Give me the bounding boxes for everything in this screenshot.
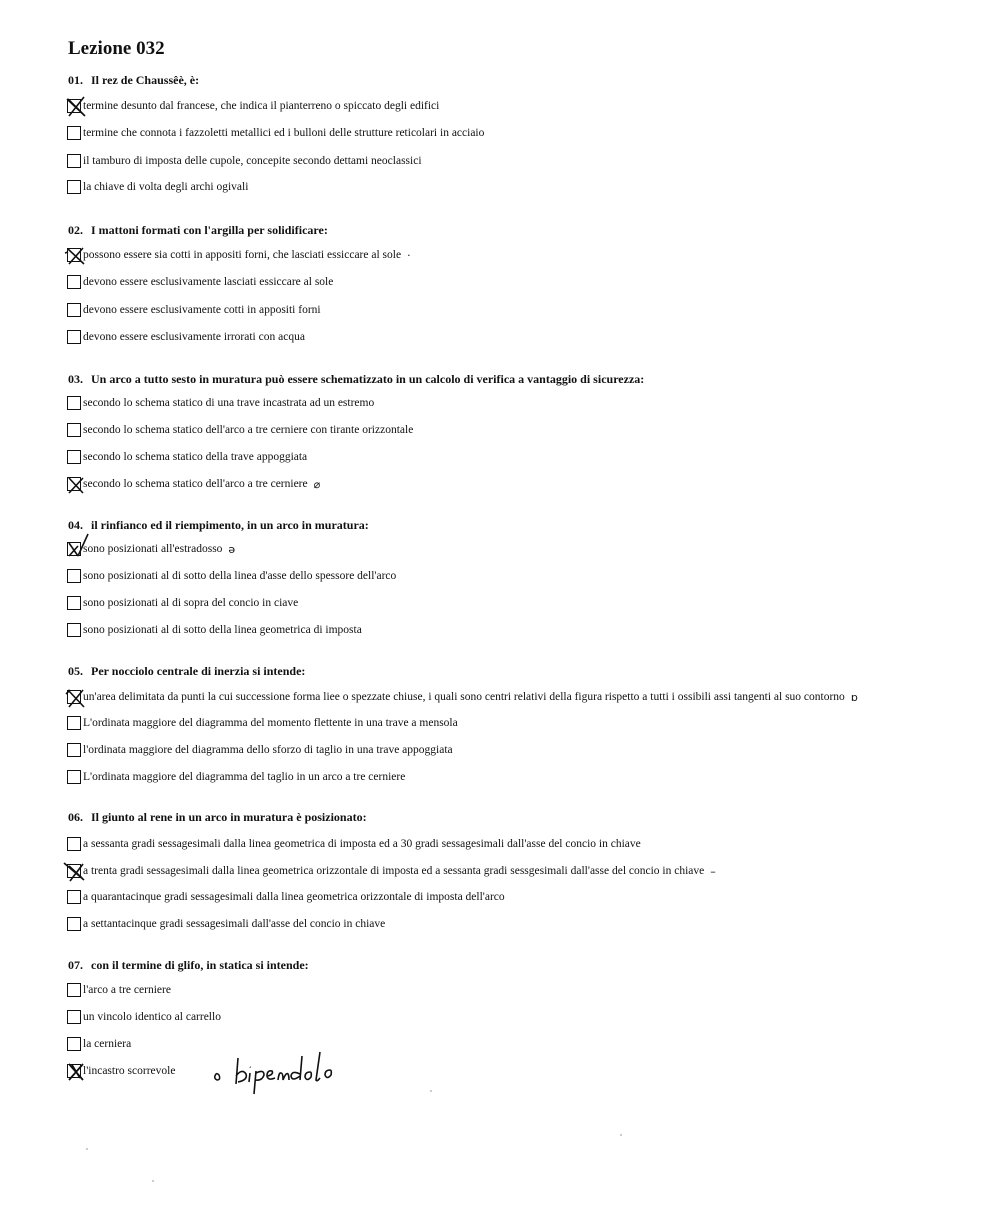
question-number: 07. bbox=[68, 958, 83, 972]
option-text: devono essere esclusivamente irrorati con acqua bbox=[83, 331, 305, 343]
option-text: secondo lo schema statico di una trave incastrata ad un estremo bbox=[83, 397, 375, 409]
checkbox-icon[interactable] bbox=[67, 917, 81, 931]
page-title: Lezione 032 bbox=[68, 38, 165, 59]
option-text: a sessanta gradi sessagesimali dalla linea geometrica di imposta ed a 30 gradi sessagesimali dall'asse del concio in chiave bbox=[83, 838, 641, 850]
option-03-d[interactable] bbox=[67, 475, 320, 493]
scan-speck bbox=[152, 1180, 154, 1182]
option-text: sono posizionati al di sotto della linea d'asse dello spessore dell'arco bbox=[83, 570, 397, 582]
checkbox-icon[interactable] bbox=[67, 275, 81, 289]
option-text: l'arco a tre cerniere bbox=[83, 984, 171, 996]
checkbox-checked-icon[interactable] bbox=[67, 690, 81, 704]
option-07-b[interactable] bbox=[67, 1008, 221, 1026]
question-text: il rinfianco ed il riempimento, in un arco in muratura: bbox=[91, 518, 369, 532]
option-02-b[interactable] bbox=[67, 273, 333, 291]
option-04-a[interactable] bbox=[67, 540, 235, 558]
question-number: 02. bbox=[68, 223, 83, 237]
option-07-a[interactable] bbox=[67, 981, 171, 999]
option-01-c[interactable] bbox=[67, 152, 422, 170]
handwritten-mark: – bbox=[710, 864, 716, 878]
handwritten-mark: ə bbox=[228, 542, 236, 556]
question-text: I mattoni formati con l'argilla per solidificare: bbox=[91, 223, 328, 237]
checkbox-icon[interactable] bbox=[67, 303, 81, 317]
option-text: possono essere sia cotti in appositi forni, che lasciati essiccare al sole bbox=[83, 249, 402, 261]
question-07 bbox=[68, 958, 309, 973]
question-text: Il rez de Chaussêè, è: bbox=[91, 73, 200, 87]
option-text: devono essere esclusivamente cotti in appositi forni bbox=[83, 304, 321, 316]
option-text: L'ordinata maggiore del diagramma del momento flettente in una trave a mensola bbox=[83, 717, 458, 729]
option-05-b[interactable] bbox=[67, 714, 458, 732]
checkbox-icon[interactable] bbox=[67, 330, 81, 344]
option-06-a[interactable] bbox=[67, 835, 641, 853]
option-03-c[interactable] bbox=[67, 448, 307, 466]
checkbox-icon[interactable] bbox=[67, 154, 81, 168]
question-02 bbox=[68, 223, 328, 238]
checkbox-icon[interactable] bbox=[67, 1010, 81, 1024]
scan-speck bbox=[430, 1090, 432, 1092]
checkbox-icon[interactable] bbox=[67, 983, 81, 997]
option-text: a quarantacinque gradi sessagesimali dalla linea geometrica orizzontale di imposta dell'arco bbox=[83, 891, 505, 903]
option-text: sono posizionati al di sopra del concio in ciave bbox=[83, 597, 299, 609]
option-04-d[interactable] bbox=[67, 621, 362, 639]
option-07-d[interactable] bbox=[67, 1062, 175, 1080]
option-text: il tamburo di imposta delle cupole, concepite secondo dettami neoclassici bbox=[83, 155, 422, 167]
option-02-d[interactable] bbox=[67, 328, 305, 346]
checkbox-icon[interactable] bbox=[67, 623, 81, 637]
checkbox-icon[interactable] bbox=[67, 890, 81, 904]
option-text: secondo lo schema statico dell'arco a tre cerniere bbox=[83, 478, 308, 490]
handwritten-note-bipendolo bbox=[212, 1040, 342, 1096]
question-text: con il termine di glifo, in statica si intende: bbox=[91, 958, 309, 972]
option-text: sono posizionati all'estradosso bbox=[83, 543, 223, 555]
checkbox-icon[interactable] bbox=[67, 743, 81, 757]
question-number: 01. bbox=[68, 73, 83, 87]
option-text: l'incastro scorrevole bbox=[83, 1065, 176, 1077]
option-01-a[interactable] bbox=[67, 97, 439, 115]
option-text: termine desunto dal francese, che indica il pianterreno o spiccato degli edifici bbox=[83, 100, 440, 112]
checkbox-icon[interactable] bbox=[67, 596, 81, 610]
option-05-a[interactable] bbox=[67, 688, 858, 706]
checkbox-icon[interactable] bbox=[67, 450, 81, 464]
checkbox-checked-icon[interactable] bbox=[67, 864, 81, 878]
option-03-a[interactable] bbox=[67, 394, 374, 412]
handwritten-mark: ɒ bbox=[850, 690, 858, 704]
scan-speck bbox=[620, 1134, 622, 1136]
question-text: Per nocciolo centrale di inerzia si intende: bbox=[91, 664, 306, 678]
checkbox-checked-icon[interactable] bbox=[67, 1064, 81, 1078]
option-02-c[interactable] bbox=[67, 301, 321, 319]
question-04 bbox=[68, 518, 369, 533]
option-text: l'ordinata maggiore del diagramma dello sforzo di taglio in una trave appoggiata bbox=[83, 744, 453, 756]
option-text: la cerniera bbox=[83, 1038, 132, 1050]
option-06-c[interactable] bbox=[67, 888, 505, 906]
handwritten-mark: ⌀ bbox=[313, 477, 321, 491]
option-text: devono essere esclusivamente lasciati essiccare al sole bbox=[83, 276, 334, 288]
option-text: un vincolo identico al carrello bbox=[83, 1011, 221, 1023]
option-05-d[interactable] bbox=[67, 768, 405, 786]
checkbox-icon[interactable] bbox=[67, 180, 81, 194]
checkbox-icon[interactable] bbox=[67, 716, 81, 730]
option-text: termine che connota i fazzoletti metallici ed i bulloni delle strutture reticolari in acciaio bbox=[83, 127, 485, 139]
option-06-b[interactable] bbox=[67, 862, 716, 880]
scan-speck bbox=[86, 1148, 88, 1150]
checkbox-icon[interactable] bbox=[67, 770, 81, 784]
question-number: 03. bbox=[68, 372, 83, 386]
question-01 bbox=[68, 73, 199, 88]
question-text: Un arco a tutto sesto in muratura può essere schematizzato in un calcolo di verifica a vantaggio di sicurezza: bbox=[91, 372, 645, 386]
checkbox-icon[interactable] bbox=[67, 569, 81, 583]
option-03-b[interactable] bbox=[67, 421, 413, 439]
checkbox-icon[interactable] bbox=[67, 1037, 81, 1051]
question-number: 04. bbox=[68, 518, 83, 532]
question-number: 05. bbox=[68, 664, 83, 678]
checkbox-icon[interactable] bbox=[67, 837, 81, 851]
option-04-c[interactable] bbox=[67, 594, 298, 612]
option-text: secondo lo schema statico dell'arco a tre cerniere con tirante orizzontale bbox=[83, 424, 414, 436]
checkbox-checked-icon[interactable] bbox=[67, 99, 81, 113]
question-text: Il giunto al rene in un arco in muratura è posizionato: bbox=[91, 810, 367, 824]
option-text: a trenta gradi sessagesimali dalla linea geometrica orizzontale di imposta ed a sessanta gradi sessgesimali dall'asse del concio in chiave bbox=[83, 865, 705, 877]
option-text: un'area delimitata da punti la cui successione forma liee o spezzate chiuse, i quali sono centri relativi della figura rispetto a tutti i ossibili assi tangenti al suo contorno bbox=[83, 691, 845, 703]
option-01-d[interactable] bbox=[67, 178, 248, 196]
option-01-b[interactable] bbox=[67, 124, 484, 142]
checkbox-icon[interactable] bbox=[67, 423, 81, 437]
question-03 bbox=[68, 372, 644, 387]
option-05-c[interactable] bbox=[67, 741, 453, 759]
checkbox-icon[interactable] bbox=[67, 396, 81, 410]
option-text: secondo lo schema statico della trave appoggiata bbox=[83, 451, 308, 463]
question-number: 06. bbox=[68, 810, 83, 824]
option-text: a settantacinque gradi sessagesimali dall'asse del concio in chiave bbox=[83, 918, 386, 930]
handwritten-mark: · bbox=[407, 248, 411, 262]
question-06 bbox=[68, 810, 367, 825]
option-04-b[interactable] bbox=[67, 567, 396, 585]
checkbox-checked-icon[interactable] bbox=[67, 542, 81, 556]
option-text: L'ordinata maggiore del diagramma del taglio in un arco a tre cerniere bbox=[83, 771, 406, 783]
option-text: sono posizionati al di sotto della linea geometrica di imposta bbox=[83, 624, 362, 636]
option-07-c[interactable] bbox=[67, 1035, 131, 1053]
option-06-d[interactable] bbox=[67, 915, 385, 933]
checkbox-checked-icon[interactable] bbox=[67, 248, 81, 262]
checkbox-icon[interactable] bbox=[67, 126, 81, 140]
option-02-a[interactable] bbox=[67, 246, 411, 264]
option-text: la chiave di volta degli archi ogivali bbox=[83, 181, 249, 193]
checkbox-checked-icon[interactable] bbox=[67, 477, 81, 491]
question-05 bbox=[68, 664, 305, 679]
